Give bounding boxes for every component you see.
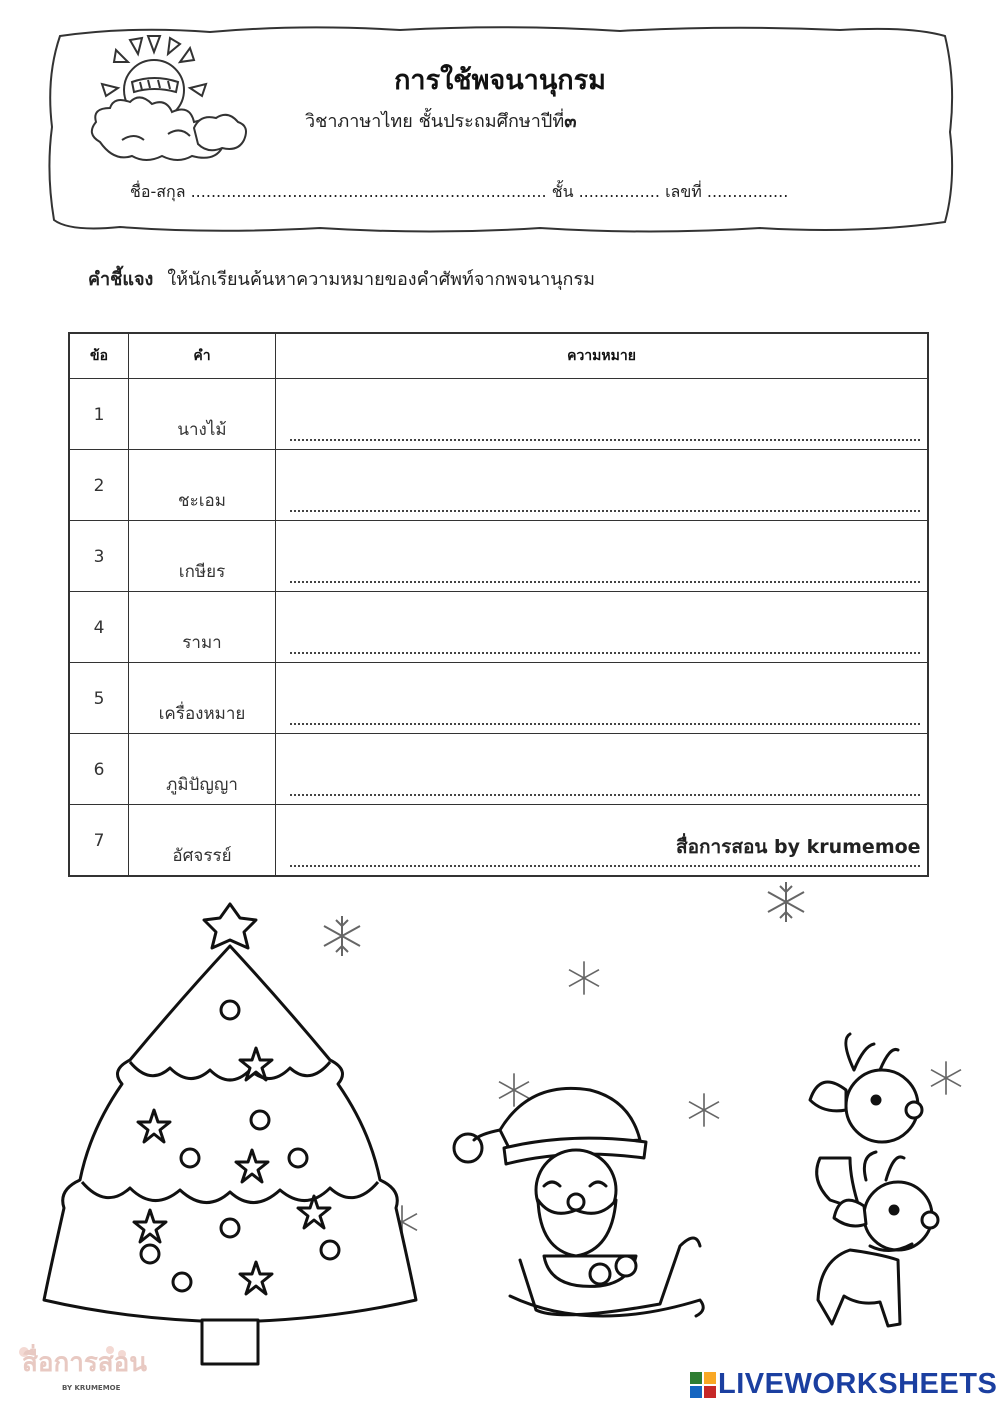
subtitle-grade: ๓ (564, 111, 577, 132)
name-field[interactable]: ...................................................................... (190, 182, 547, 201)
christmas-tree-icon (30, 890, 430, 1370)
class-field[interactable]: ................ (578, 182, 660, 201)
instruction-label: คำชี้แจง (88, 269, 154, 290)
meaning-answer-field[interactable] (276, 734, 929, 805)
row-number: 4 (69, 592, 129, 663)
number-label: เลขที่ (665, 182, 702, 201)
row-number: 1 (69, 379, 129, 450)
row-number: 5 (69, 663, 129, 734)
sun-icon (82, 30, 252, 165)
answer-dotted-line[interactable] (290, 567, 920, 583)
table-row (69, 592, 928, 663)
instruction-text: ให้นักเรียนค้นหาความหมายของคำศัพท์จากพจนานุกรม (167, 269, 595, 290)
row-word: เครื่องหมาย (129, 663, 276, 734)
header-no: ข้อ (69, 333, 129, 379)
class-label: ชั้น (551, 182, 574, 201)
student-info-line (130, 180, 890, 205)
row-word: อัศจรรย์ (129, 805, 276, 877)
instruction (88, 264, 595, 293)
row-number: 3 (69, 521, 129, 592)
row-word: ชะเอม (129, 450, 276, 521)
meaning-answer-field[interactable] (276, 592, 929, 663)
answer-dotted-line[interactable] (290, 638, 920, 654)
meaning-answer-field[interactable] (276, 663, 929, 734)
table-row (69, 379, 928, 450)
meaning-answer-field[interactable] (276, 450, 929, 521)
small-logo-subtext: BY KRUMEMOE (62, 1384, 121, 1392)
table-row (69, 521, 928, 592)
row-word: ภูมิปัญญา (129, 734, 276, 805)
row-number: 2 (69, 450, 129, 521)
page-title: การใช้พจนานุกรม (394, 65, 606, 96)
row-word: นางไม้ (129, 379, 276, 450)
table-row (69, 734, 928, 805)
reindeer-icon (790, 1030, 980, 1330)
snowflake-icon (564, 958, 604, 998)
row-word: รามา (129, 592, 276, 663)
header-meaning: ความหมาย (276, 333, 929, 379)
row-word: เกษียร (129, 521, 276, 592)
row-number: 6 (69, 734, 129, 805)
liveworksheets-text: LIVEWORKSHEETS (718, 1368, 998, 1400)
answer-dotted-line[interactable] (290, 496, 920, 512)
name-label: ชื่อ-สกุล (130, 182, 186, 201)
table-row (69, 450, 928, 521)
row-number: 7 (69, 805, 129, 877)
snowflake-icon (762, 878, 810, 926)
answer-dotted-line[interactable] (290, 780, 920, 796)
small-logo-text: สื่อการสอน (22, 1348, 148, 1378)
table-row (69, 663, 928, 734)
answer-dotted-line[interactable] (290, 709, 920, 725)
meaning-answer-field[interactable] (276, 379, 929, 450)
subtitle (305, 106, 577, 135)
subtitle-subject: วิชาภาษาไทย ชั้นประถมศึกษาปีที่ (305, 111, 565, 132)
meaning-answer-field[interactable] (276, 521, 929, 592)
number-field[interactable]: ................ (706, 182, 789, 201)
header-word: คำ (129, 333, 276, 379)
santa-sleigh-icon (440, 1060, 710, 1335)
liveworksheets-logo-icon (690, 1372, 716, 1398)
table-header-row (69, 333, 928, 379)
credit-text: สื่อการสอน by krumemoe (676, 836, 921, 858)
vocab-table (68, 332, 929, 877)
answer-dotted-line[interactable] (290, 425, 920, 441)
